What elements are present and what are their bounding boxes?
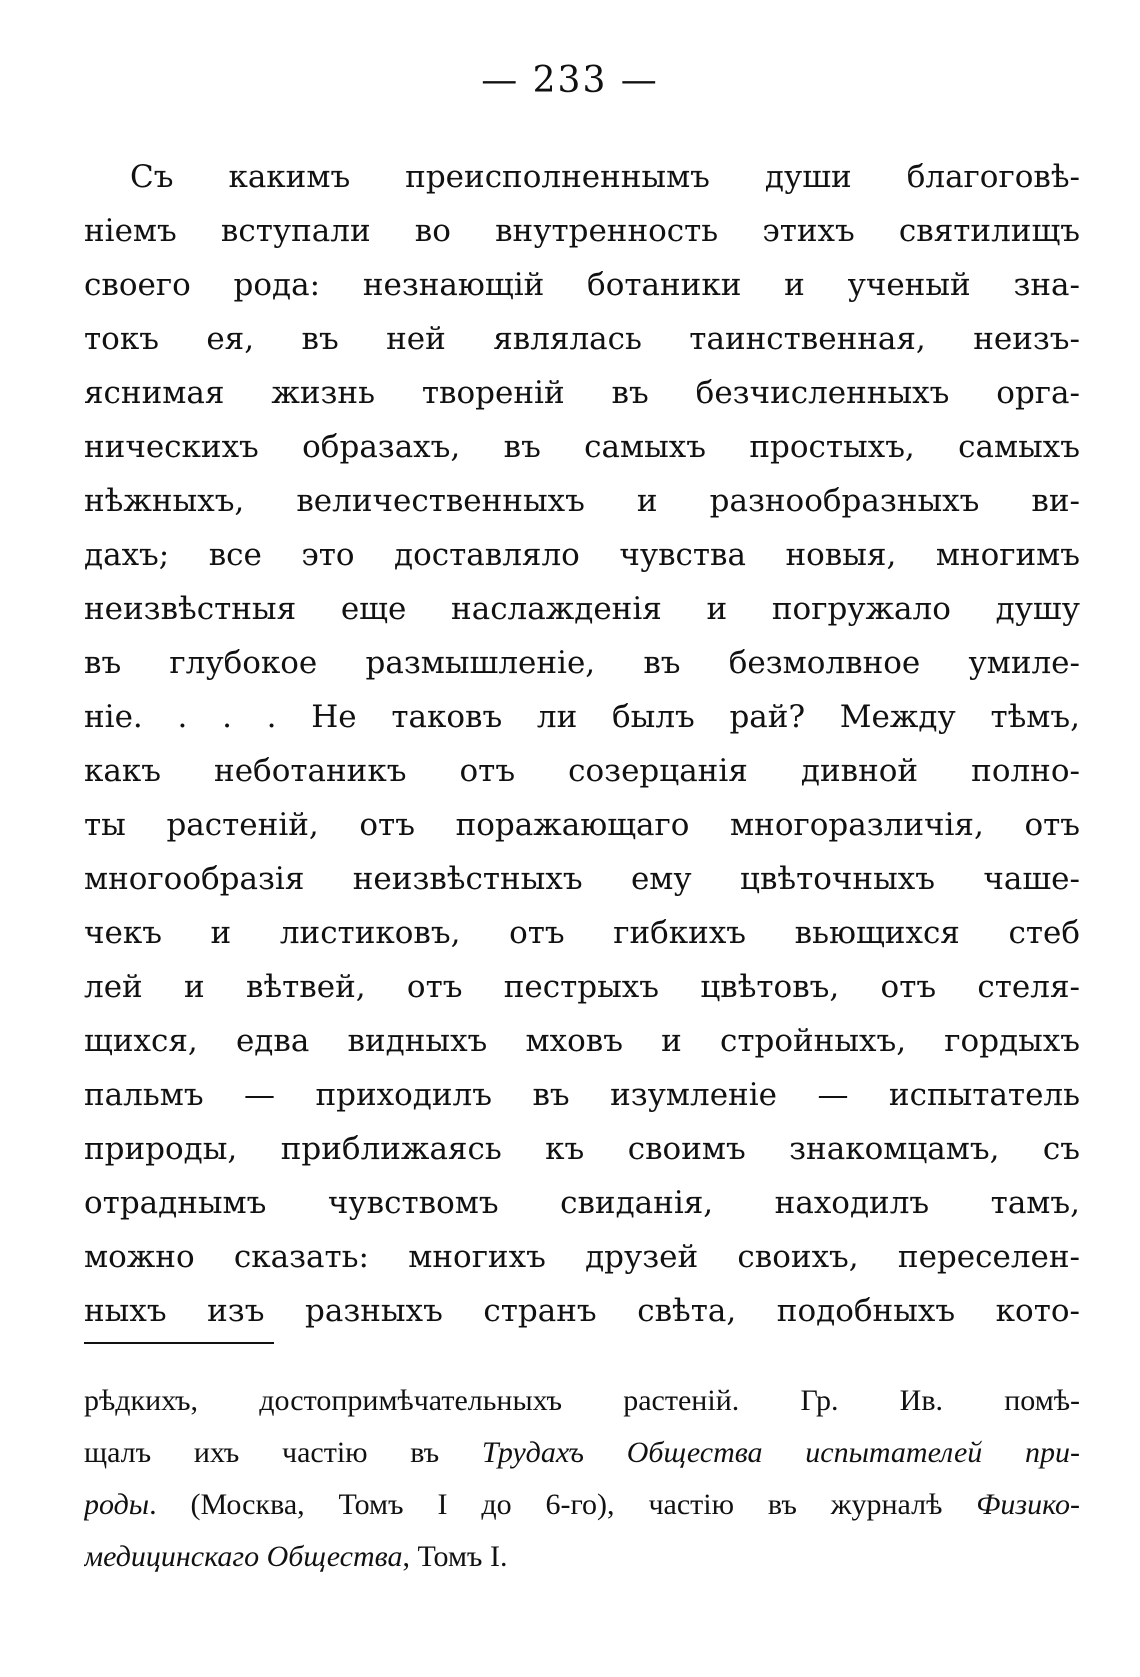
- text-line: своего рода: незнающій ботаники и ученый зна-: [84, 267, 1080, 303]
- text-line: ніе. . . . Не таковъ ли былъ рай? Между тѣмъ,: [84, 699, 1080, 735]
- footnote-italic-title: Трудахъ Общества испытателей при-: [481, 1436, 1080, 1469]
- footnote: [84, 1375, 1080, 1583]
- text-line: неизвѣстныя еще наслажденія и погружало душу: [84, 591, 1080, 627]
- text-line: какъ неботаникъ отъ созерцанія дивной полно-: [84, 753, 1080, 789]
- text-line: нѣжныхъ, величественныхъ и разнообразныхъ ви-: [84, 483, 1080, 519]
- text-line: дахъ; все это доставляло чувства новыя, многимъ: [84, 537, 1080, 573]
- footnote-line: [84, 1375, 1080, 1427]
- text-line: лей и вѣтвей, отъ пестрыхъ цвѣтовъ, отъ стеля-: [84, 969, 1080, 1005]
- text-line: ніемъ вступали во внутренность этихъ святилищъ: [84, 213, 1080, 249]
- text-line: отраднымъ чувствомъ свиданія, находилъ тамъ,: [84, 1185, 1080, 1221]
- footnote-text: рѣдкихъ, достопримѣчательныхъ растеній. Гр. Ив. помѣ-: [84, 1384, 1080, 1417]
- footnote-line: [84, 1427, 1080, 1479]
- footnote-text: . (Москва, Томъ I до 6-го), частію въ журналѣ: [149, 1488, 977, 1521]
- footnote-italic-title: роды: [84, 1488, 150, 1521]
- footnote-divider: [84, 1342, 274, 1344]
- text-line: многообразія неизвѣстныхъ ему цвѣточныхъ чаше-: [84, 861, 1080, 897]
- footnote-text: щалъ ихъ частію въ: [84, 1436, 482, 1469]
- text-line: природы, приближаясь къ своимъ знакомцамъ, съ: [84, 1131, 1080, 1167]
- text-line: пальмъ — приходилъ въ изумленіе — испытатель: [84, 1077, 1080, 1113]
- footnote-line: [84, 1479, 1080, 1531]
- page-number: — 233 —: [481, 60, 659, 101]
- text-line: яснимая жизнь твореній въ безчисленныхъ орга-: [84, 375, 1080, 411]
- text-line: токъ ея, въ ней являлась таинственная, неизъ-: [84, 321, 1080, 357]
- text-line: щихся, едва видныхъ мховъ и стройныхъ, гордыхъ: [84, 1023, 1080, 1059]
- text-line: ническихъ образахъ, въ самыхъ простыхъ, самыхъ: [84, 429, 1080, 465]
- text-line: ныхъ изъ разныхъ странъ свѣта, подобныхъ кото-: [84, 1293, 1080, 1329]
- text-line: Съ какимъ преисполненнымъ души благоговѣ-: [130, 159, 1080, 195]
- body-text: [84, 150, 1080, 1338]
- footnote-text: , Томъ I.: [402, 1540, 508, 1573]
- footnote-italic-title: медицинскаго Общества: [84, 1540, 403, 1573]
- footnote-line: [84, 1531, 1080, 1583]
- text-line: ты растеній, отъ поражающаго многоразличія, отъ: [84, 807, 1080, 843]
- text-line: можно сказать: многихъ друзей своихъ, переселен-: [84, 1239, 1080, 1275]
- text-line: чекъ и листиковъ, отъ гибкихъ вьющихся стеб: [84, 915, 1080, 951]
- text-line: въ глубокое размышленіе, въ безмолвное умиле-: [84, 645, 1080, 681]
- footnote-italic-title: Физико-: [976, 1488, 1080, 1521]
